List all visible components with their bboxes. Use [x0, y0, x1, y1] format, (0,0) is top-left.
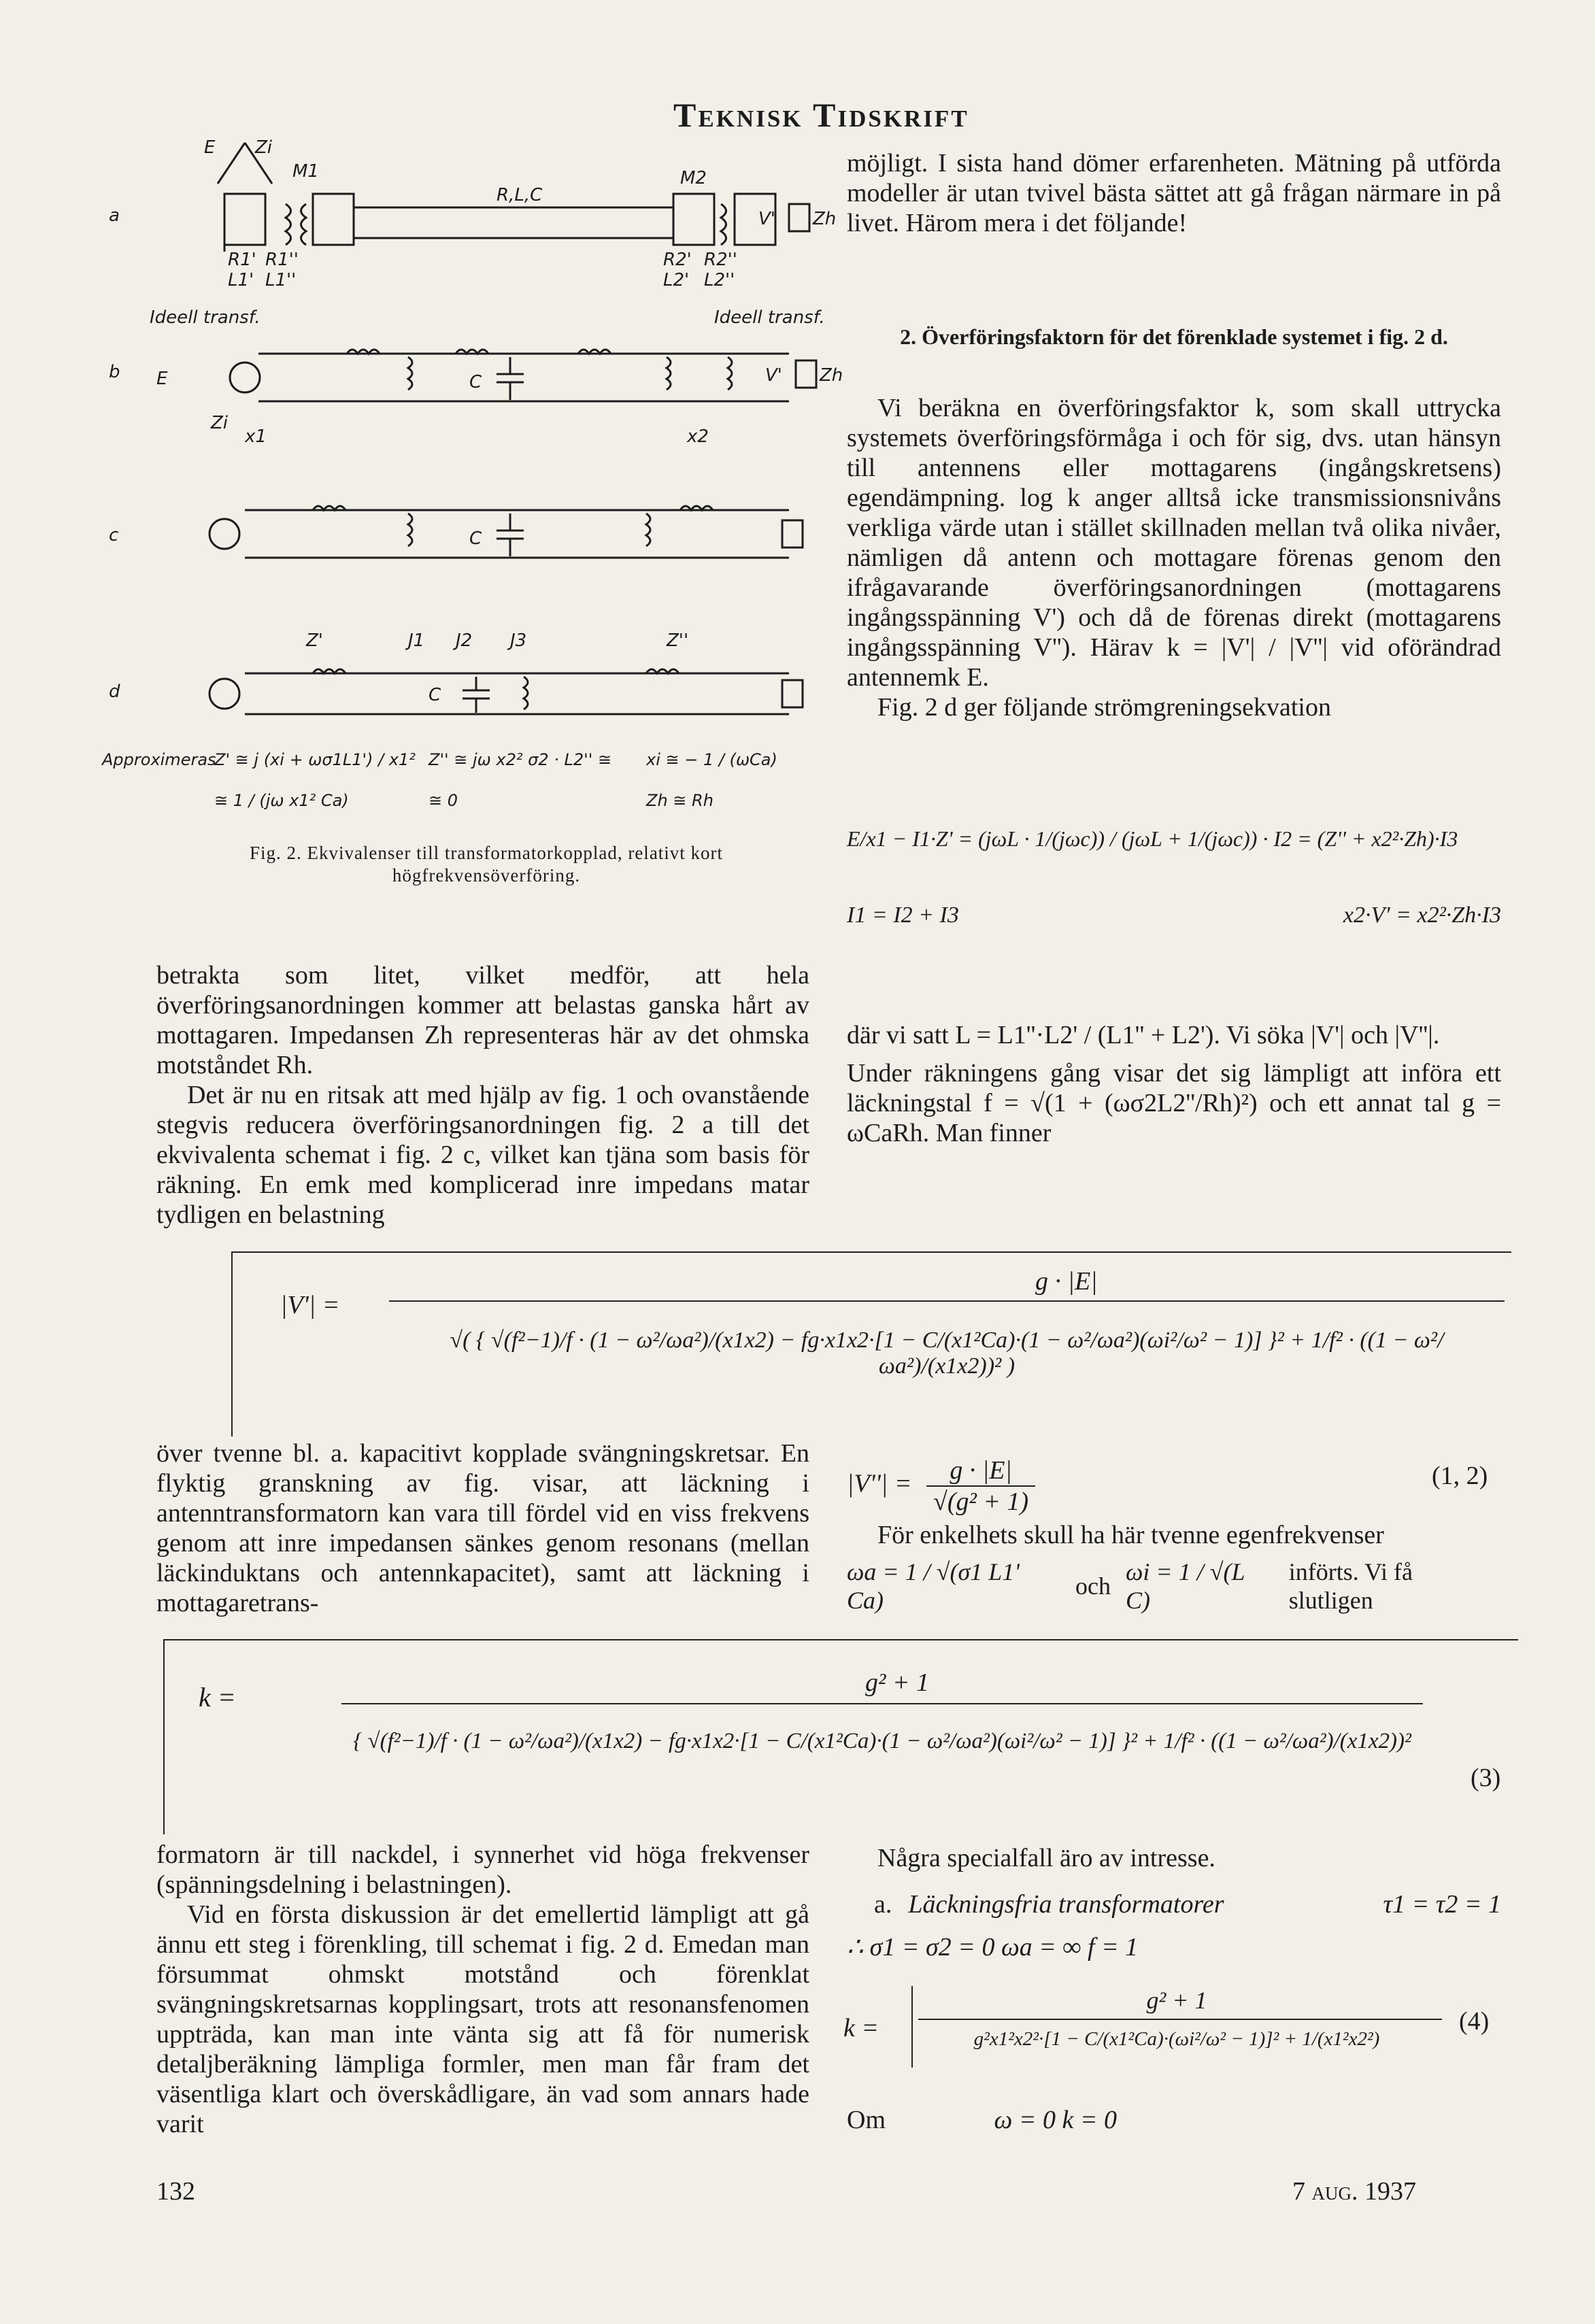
figure-2-circuit-diagrams: [88, 129, 843, 830]
equation-system: [847, 826, 1501, 928]
figure-caption: Fig. 2. Ekvivalenser till transformatorkopplad, relativt kort högfrekvensöverföring.: [249, 843, 724, 886]
row-label-d: d: [109, 681, 120, 702]
equation-v-prime: [231, 1251, 1511, 1436]
label-J3: J3: [510, 630, 527, 651]
right-column-top: [847, 148, 1501, 238]
paragraph: där vi satt L = L1''·L2' / (L1'' + L2'). Vi söka |V'| och |V''|.: [847, 1021, 1440, 1049]
label-Zi-b: Zi: [211, 413, 229, 433]
row-label-a: a: [109, 205, 120, 226]
paragraph: För enkelhets skull ha här tvenne egenfrekvenser: [877, 1521, 1384, 1549]
paragraph: formatorn är till nackdel, i synnerhet vid höga frekvenser (spänningsdelning i belastningen).: [156, 1840, 809, 1899]
equation-line: x2·V' = x2²·Zh·I3: [1343, 903, 1501, 928]
label-E: E: [204, 137, 216, 158]
om-line: [847, 2105, 1501, 2135]
equation-numerator: g · |E|: [1035, 1267, 1098, 1296]
equation-lhs: k =: [199, 1682, 236, 1713]
label-L2pp: L2'': [704, 270, 735, 290]
equation-denominator: √(g² + 1): [933, 1487, 1029, 1516]
label-x2-b: x2: [687, 426, 709, 447]
label-approx-eq1: Z' ≅ j (xi + ωσ1L1') / x1²: [214, 750, 416, 769]
equation-k: [163, 1639, 1518, 1834]
row-label-b: b: [109, 362, 120, 382]
row-label-c: c: [109, 525, 119, 545]
fraction-bar: [918, 2019, 1442, 2020]
label-approx-eq2b: ≅ 0: [429, 791, 458, 810]
label-Zh-b: Zh: [820, 365, 843, 386]
right-column-mid: [847, 1020, 1501, 1148]
label-C-b: C: [469, 372, 482, 392]
equation-denominator: g²x1²x2²·[1 − C/(x1²Ca)·(ωi²/ω² − 1)]² + 1/(x1²x2²): [973, 2028, 1380, 2050]
equation-number: (1, 2): [1432, 1462, 1488, 1490]
equation-line: I1 = I2 + I3: [847, 903, 959, 928]
label-Zh-a: Zh: [813, 209, 837, 229]
case-label: a.: [874, 1890, 892, 1919]
label-approx-eq3b: Zh ≅ Rh: [646, 791, 713, 810]
case-title: Läckningsfria transformatorer: [908, 1890, 1224, 1919]
right-column-section2: [847, 393, 1501, 722]
label-Zi: Zi: [255, 137, 273, 158]
paragraph: Vi beräkna en överföringsfaktor k, som skall uttrycka systemets överföringsförmåga i och för sig, dvs. utan hänsyn till antennens eller mottagarens (ingångskretsens) egendämpning. log k anger alltså icke transmissionsnivåns verkliga värde utan i stället skillnaden mellan två olika nivåer, nämligen då antenn och mottagare förenas genom den ifrågavarande överföringsanordningen (mottagarens ingångsspänning V') och då de förenas direkt (mottagarens ingångsspänning V''). Härav k = |V'| / |V''| vid oförändrad antennemk E.: [847, 394, 1501, 692]
case-condition-2: ∴ σ1 = σ2 = 0 ωa = ∞ f = 1: [847, 1933, 1139, 1961]
label-Vp-b: V': [765, 365, 782, 386]
left-column-bottom: [156, 1840, 809, 2139]
special-case-a: [847, 1889, 1501, 1919]
label-RLC: R,L,C: [497, 185, 543, 205]
equation-numerator: g² + 1: [1146, 1987, 1207, 2014]
paragraph: Under räkningens gång visar det sig lämpligt att införa ett läckningstal f = √(1 + (ωσ2L2''/Rh)²) och ett annat tal g = ωCaRh. Man finner: [847, 1059, 1501, 1147]
label-approx-eq3: xi ≅ − 1 / (ωCa): [646, 750, 777, 769]
om-equation: ω = 0 k = 0: [994, 2106, 1117, 2134]
issue-date: 7 aug. 1937: [1292, 2177, 1416, 2206]
label-R1pp: R1'': [265, 250, 299, 270]
equation-numerator: g² + 1: [865, 1668, 930, 1697]
label-M2: M2: [680, 168, 707, 188]
label-Zdoubleprime: Z'': [667, 630, 689, 651]
page-number: 132: [156, 2177, 195, 2206]
label-approx: Approximeras: [102, 750, 216, 769]
label-E-b: E: [156, 369, 168, 389]
equation-lhs: |V''| =: [847, 1469, 912, 1498]
label-J1: J1: [408, 630, 425, 651]
label-C-c: C: [469, 528, 482, 549]
label-R2pp: R2'': [704, 250, 737, 270]
paragraph: Fig. 2 d ger följande strömgreningsekvation: [877, 693, 1331, 722]
equation-omega-a: ωa = 1 / √(σ1 L1' Ca): [847, 1558, 1020, 1614]
label-M1: M1: [292, 161, 319, 182]
label-ideal-right: Ideell transf.: [714, 307, 825, 328]
paragraph: Det är nu en ritsak att med hjälp av fig. 1 och ovanstående stegvis reducera överföringsanordningen fig. 2 a till det ekvivalenta schemat i fig. 2 c, vilket kan tjäna som basis för räkning. En emk med komplicerad inre impedans matar tydligen en belastning: [156, 1081, 809, 1229]
equation-numerator: g · |E|: [926, 1455, 1035, 1487]
paragraph: Några specialfall äro av intresse.: [877, 1844, 1215, 1872]
label-L1pp: L1'': [265, 270, 297, 290]
equation-denominator: { √(f²−1)/f · (1 − ω²/ωa²)/(x1x2) − fg·x1x2·[1 − C/(x1²Ca)·(1 − ω²/ωa²)(ωi²/ω² − 1)] }² + 1/f² · ((1 − ω²/ωa²)/(x1x2))²: [353, 1729, 1411, 1753]
equation-tail: införts. Vi få slutligen: [1288, 1558, 1413, 1614]
equation-lhs: |V'| =: [280, 1291, 340, 1319]
equation-number: (3): [1471, 1764, 1501, 1792]
label-R2p: R2': [663, 250, 692, 270]
om-label: Om: [847, 2106, 886, 2134]
paragraph: över tvenne bl. a. kapacitivt kopplade svängningskretsar. En flyktig granskning av fig. visar, att läckning i antenntransformatorn kan vara till fördel vid en viss frekvens genom att inre impedansen sänkes genom resonans (mellan läckinduktans och antennkapacitet), samt att läckning i mottagaretrans-: [156, 1439, 809, 1617]
left-column-lower: [156, 1438, 809, 1618]
equation-v-doubleprime: [847, 1455, 1501, 1517]
label-ideal-left: Ideell transf.: [150, 307, 261, 328]
label-approx-eq2: Z'' ≅ jω x2² σ2 · L2'' ≅: [429, 750, 612, 769]
label-Vp-a: V': [758, 209, 775, 229]
label-approx-eq1b: ≅ 1 / (jω x1² Ca): [214, 791, 349, 810]
label-R1p: R1': [228, 250, 256, 270]
paragraph: möjligt. I sista hand dömer erfarenheten. Mätning på utförda modeller är utan tvivel bästa sättet att gå frågan närmare in på livet. Härom mera i det följande!: [847, 149, 1501, 237]
fraction: [926, 1455, 1035, 1517]
equation-connective: och: [1075, 1572, 1111, 1600]
case-condition: τ1 = τ2 = 1: [1383, 1890, 1501, 1919]
equation-denominator: √( { √(f²−1)/f · (1 − ω²/ωa²)/(x1x2) − fg·x1x2·[1 − C/(x1²Ca)·(1 − ω²/ωa²)(ωi²/ω² − 1)] }² + 1/f² · ((1 − ω²/ωa²)/(x1x2))² ): [450, 1328, 1444, 1379]
label-Zprime: Z': [306, 630, 323, 651]
journal-masthead: Teknisk Tidskrift: [673, 96, 969, 134]
paragraph: betrakta som litet, vilket medför, att hela överföringsanordningen kommer att belastas ganska hårt av mottagaren. Impedansen Zh representeras här av det ohmska motståndet Rh.: [156, 961, 809, 1079]
equation-lhs: k =: [843, 2014, 879, 2042]
section-heading: 2. Överföringsfaktorn för det förenklade systemet i fig. 2 d.: [900, 324, 1448, 349]
equation-line: E/x1 − I1·Z' = (jωL · 1/(jωc)) / (jωL + 1/(jωc)) · I2 = (Z'' + x2²·Zh)·I3: [847, 826, 1458, 851]
label-L1p: L1': [228, 270, 254, 290]
label-C-d: C: [429, 685, 441, 705]
label-J2: J2: [456, 630, 473, 651]
paragraph: Vid en första diskussion är det emellertid lämpligt att gå ännu ett steg i förenkling, till schemat i fig. 2 d. Emedan man försummat ohmskt motstånd och förenklat svängningskretsarnas kopplingsart, trots att resonansfenomen uppträda, kan man inte vänta sig att få för numerisk detaljberäkning lämpliga formler, men man får fram det väsentliga klart och överskådligare, än vad som annars hade varit: [156, 1900, 809, 2138]
label-L2p: L2': [663, 270, 690, 290]
equation-4: [843, 1986, 1503, 2074]
label-x1-b: x1: [245, 426, 267, 447]
left-column-mid: [156, 960, 809, 1230]
equation-omega: [847, 1557, 1501, 1615]
fraction-bar: [389, 1300, 1505, 1302]
equation-omega-i: ωi = 1 / √(L C): [1125, 1558, 1245, 1614]
equation-number: (4): [1459, 2007, 1490, 2036]
fraction-bar: [341, 1703, 1423, 1704]
